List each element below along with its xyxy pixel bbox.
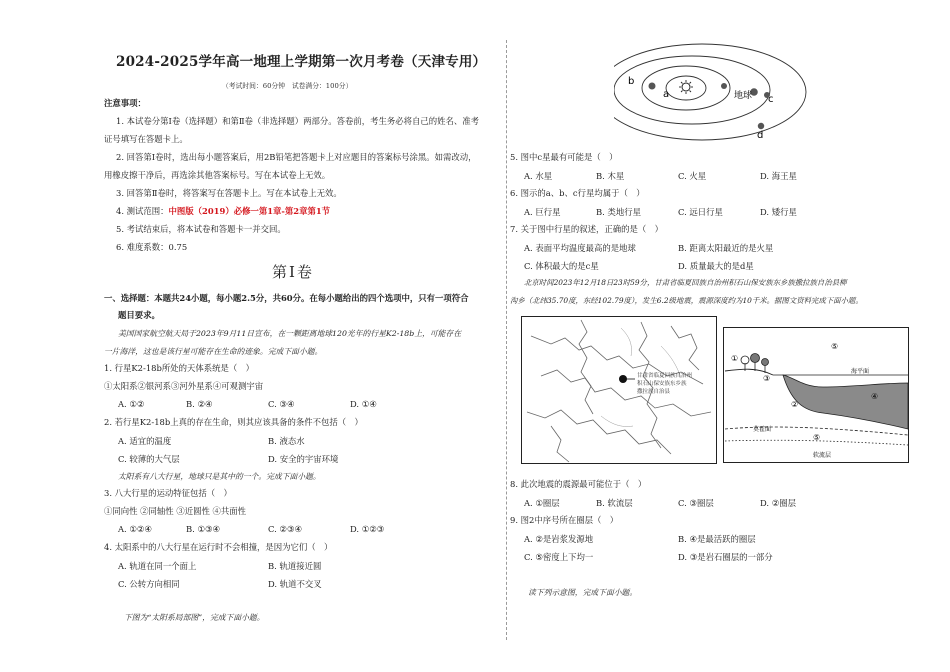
q6-option-b: B. 类地行星 xyxy=(596,207,641,217)
label-sea-level: 海平面 xyxy=(851,368,870,375)
q5-option-c: C. 火星 xyxy=(678,171,707,181)
q1-stem: 1. 行星K2-18b所处的天体系统是（ ） xyxy=(104,363,254,373)
page-title: 2024-2025学年高一地理上学期第一次月考卷（天津专用） xyxy=(116,54,487,70)
earth-layers-figure xyxy=(723,327,909,463)
passage2: 太阳系有八大行星，地球只是其中的一个。完成下面小题。 xyxy=(118,472,321,481)
q9-option-a: A. ②是岩浆发源地 xyxy=(524,534,594,544)
layer-label-5-lower: ⑤ xyxy=(813,433,821,442)
q9-option-d: D. ③是岩石圈层的一部分 xyxy=(678,552,773,562)
gansu-map-figure xyxy=(521,316,717,464)
q1-option-d: D. ①④ xyxy=(350,399,377,409)
q1-option-c: C. ③④ xyxy=(268,399,295,409)
q6-option-d: D. 矮行星 xyxy=(760,207,797,217)
q3-option-a: A. ①②④ xyxy=(118,524,152,534)
q1-items: ①太阳系②银河系③河外星系④可观测宇宙 xyxy=(104,381,264,391)
q3-items: ①同向性 ②同轴性 ③近圆性 ④共面性 xyxy=(104,506,246,516)
q2-option-d: D. 安全的宇宙环境 xyxy=(268,454,339,464)
test-range: 中图版（2019）必修一第1章-第2章第1节 xyxy=(168,206,331,216)
section1-heading-a: 一、选择题：本题共24小题，每小题2.5分，共60分。在每小题给出的四个选项中，只有一项符合 xyxy=(104,293,469,303)
q7-stem: 7. 关于图中行星的叙述，正确的是（ ） xyxy=(510,224,664,234)
layer-label-1: ① xyxy=(731,354,739,363)
note-6: 6. 难度系数：0.75 xyxy=(116,242,188,252)
solar-system-figure xyxy=(614,40,810,146)
q8-option-b: B. 软流层 xyxy=(596,498,633,508)
note-1b: 证号填写在答题卡上。 xyxy=(104,134,188,144)
map-label-1: 甘肃省临夏回族自治州 xyxy=(637,373,693,379)
q5-option-a: A. 水星 xyxy=(524,171,553,181)
q5-option-d: D. 海王星 xyxy=(760,171,797,181)
note-4 xyxy=(116,206,330,217)
passage1-a: 美国国家航空航天局于2023年9月11日宣布，在一颗距离地球120光年的行星K2-18b上，可能存在 xyxy=(118,329,462,338)
label-asthenosphere: 软流层 xyxy=(813,452,832,459)
q3-option-c: C. ②③④ xyxy=(268,524,302,534)
layer-label-5: ⑤ xyxy=(831,342,839,351)
layer-label-2: ② xyxy=(791,400,799,409)
q9-option-b: B. ④是最活跃的圈层 xyxy=(678,534,756,544)
label-d: d xyxy=(757,130,764,141)
section1-heading-b: 题目要求。 xyxy=(118,310,160,320)
exam-meta: （考试时间：60分钟 试卷满分：100分） xyxy=(222,82,353,90)
planet-a xyxy=(649,83,656,90)
passage5: 读下列示意图，完成下面小题。 xyxy=(528,588,638,597)
q7-option-a: A. 表面平均温度最高的是地球 xyxy=(524,243,636,253)
q2-option-a: A. 适宜的温度 xyxy=(118,436,172,446)
q8-option-c: C. ③圈层 xyxy=(678,498,714,508)
note-2a: 2. 回答第Ⅰ卷时，选出每小题答案后，用2B铅笔把答题卡上对应题目的答案标号涂黑。如需改动， xyxy=(116,152,477,162)
planet-d xyxy=(758,123,764,129)
label-b: b xyxy=(628,76,635,87)
q4-option-a: A. 轨道在同一个面上 xyxy=(118,561,197,571)
q7-option-c: C. 体积最大的是c星 xyxy=(524,261,599,271)
q1-option-b: B. ②④ xyxy=(186,399,213,409)
q4-option-c: C. 公转方向相同 xyxy=(118,579,180,589)
q2-option-c: C. 较薄的大气层 xyxy=(118,454,180,464)
q3-stem: 3. 八大行星的运动特征包括（ ） xyxy=(104,488,232,498)
volume-title: 第Ⅰ卷 xyxy=(272,263,314,281)
q6-stem: 6. 图示的a、b、c行星均属于（ ） xyxy=(510,188,645,198)
q3-option-d: D. ①②③ xyxy=(350,524,385,534)
q9-stem: 9. 图2中序号所在圈层（ ） xyxy=(510,515,619,525)
q8-option-a: A. ①圈层 xyxy=(524,498,560,508)
note-2b: 用橡皮擦干净后，再选涂其他答案标号。写在本试卷上无效。 xyxy=(104,170,331,180)
q7-option-d: D. 质量最大的是d星 xyxy=(678,261,754,271)
q4-option-d: D. 轨道不交叉 xyxy=(268,579,322,589)
passage4-a: 北京时间2023年12月18日23时59分，甘肃省临夏回族自治州积石山保安族东乡族撒拉族自治县柳 xyxy=(524,278,847,287)
label-c: c xyxy=(768,94,774,105)
q5-option-b: B. 木星 xyxy=(596,171,625,181)
q6-option-a: A. 巨行星 xyxy=(524,207,561,217)
notes-heading: 注意事项： xyxy=(104,98,146,108)
q4-option-b: B. 轨道接近圆 xyxy=(268,561,322,571)
q8-option-d: D. ②圈层 xyxy=(760,498,796,508)
label-earth: 地球 xyxy=(734,91,753,101)
map-label-2: 积石山保安族东乡族 xyxy=(637,381,687,387)
label-moho: 莫霍面 xyxy=(753,426,772,433)
q1-option-a: A. ①② xyxy=(118,399,145,409)
q3-option-b: B. ①③④ xyxy=(186,524,221,534)
note-3: 3. 回答第Ⅱ卷时，将答案写在答题卡上。写在本试卷上无效。 xyxy=(116,188,342,198)
note-5: 5. 考试结束后，将本试卷和答题卡一并交回。 xyxy=(116,224,286,234)
layer-label-4: ④ xyxy=(871,392,879,401)
q8-stem: 8. 此次地震的震源最可能位于（ ） xyxy=(510,479,647,489)
passage1-b: 一片海洋，这也是该行星可能存在生命的迹象。完成下面小题。 xyxy=(104,347,323,356)
column-divider xyxy=(506,40,507,640)
q7-option-b: B. 距离太阳最近的是火星 xyxy=(678,243,774,253)
passage4-b: 沟乡（北纬35.70度，东经102.79度），发生6.2级地震，震源深度约为10千米。据图文资料完成下面小题。 xyxy=(510,296,863,305)
label-a: a xyxy=(663,89,670,100)
note-4-prefix: 4. 测试范围： xyxy=(116,206,169,216)
layer-label-3: ③ xyxy=(763,374,771,383)
map-label-3: 撒拉族自治县 xyxy=(637,389,671,395)
note-1a: 1. 本试卷分第Ⅰ卷（选择题）和第Ⅱ卷（非选择题）两部分。答卷前，考生务必将自己的姓名、准考 xyxy=(116,116,480,126)
q9-option-c: C. ⑤密度上下均一 xyxy=(524,552,594,562)
sun-icon xyxy=(679,80,693,94)
q2-stem: 2. 若行星K2-18b上真的存在生命，则其应该具备的条件不包括（ ） xyxy=(104,417,363,427)
planet-b xyxy=(721,83,727,89)
q6-option-c: C. 远日行星 xyxy=(678,207,723,217)
q2-option-b: B. 液态水 xyxy=(268,436,305,446)
q4-stem: 4. 太阳系中的八大行星在运行时不会相撞，是因为它们（ ） xyxy=(104,542,333,552)
passage3: 下图为“太阳系局部图”，完成下面小题。 xyxy=(124,613,265,622)
q5-stem: 5. 图中c星最有可能是（ ） xyxy=(510,152,618,162)
